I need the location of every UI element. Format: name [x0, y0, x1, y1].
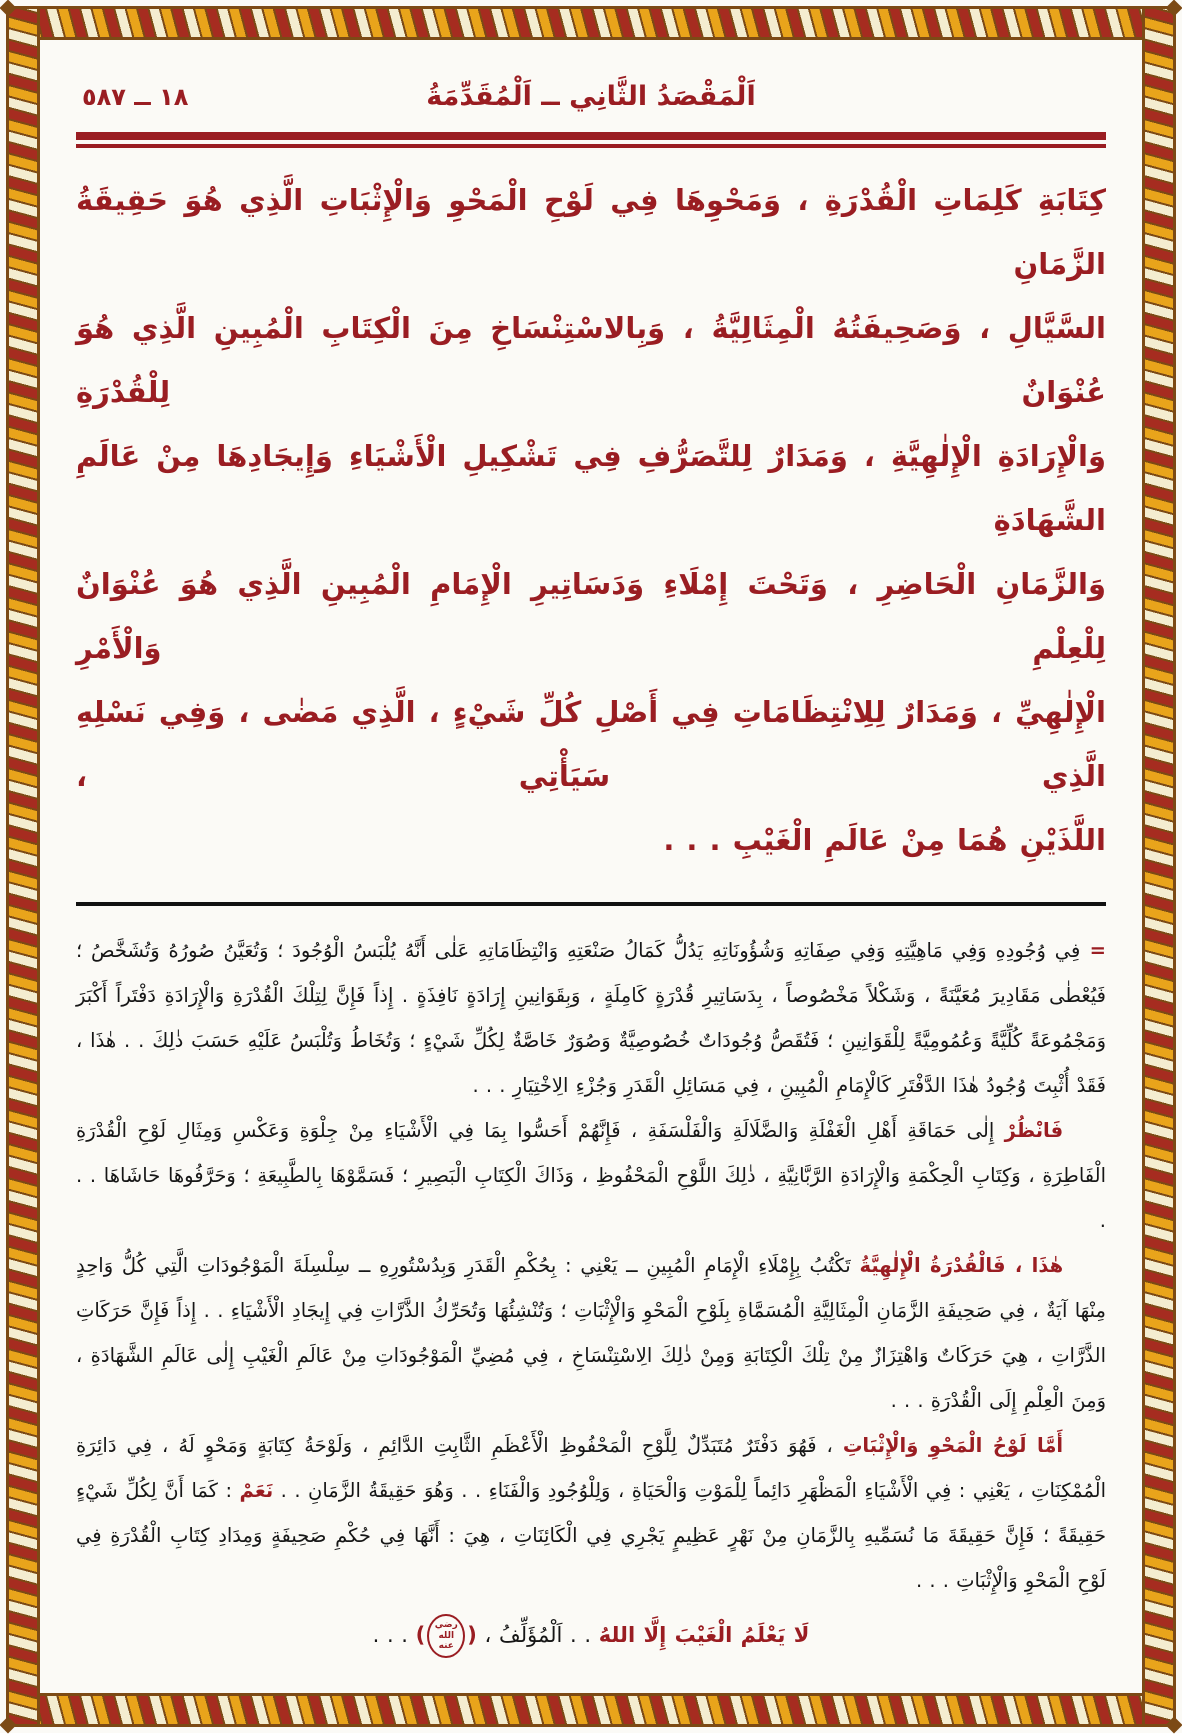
footnote-lead: فَانْظُرْ	[1004, 1119, 1064, 1142]
main-text-line: وَالزَّمَانِ الْحَاضِرِ ، وَتَحْتَ إِمْلَاءِ وَدَسَاتِيرِ الْإِمَامِ الْمُبِينِ الَّذِي هُوَ عُنْوَانٌ لِلْعِلْمِ وَالْأَمْرِ	[76, 567, 1106, 665]
author-seal-icon: رضي الله عنه	[427, 1614, 465, 1658]
page-content	[44, 44, 1138, 1689]
footnote-paragraph	[76, 1108, 1106, 1243]
seal-close-paren: )	[415, 1623, 426, 1647]
main-text-line: الْإِلٰهِيِّ ، وَمَدَارٌ لِلِانْتِظَامَاتِ فِي أَصْلِ كُلِّ شَيْءٍ ، الَّذِي مَضٰى ، وَفِي نَسْلِهِ الَّذِي سَيَأْتِي ،	[76, 695, 1106, 793]
main-text-line: اللَّذَيْنِ هُمَا مِنْ عَالَمِ الْغَيْبِ . . .	[663, 823, 1106, 857]
footnote-text: : كَمَا أَنَّ لِكُلِّ شَيْءٍ حَقِيقَةً ؛ فَإِنَّ حَقِيقَةَ مَا نُسَمِّيهِ بِالزَّمَانِ مِنْ نَهْرٍ عَظِيمٍ يَجْرِي فِي الْكَائِنَاتِ ، هِيَ : أَنَّهَا فِي حُكْمِ صَحِيفَةٍ وَمِدَادِ كِتَابِ الْقُدْرَةِ فِي لَوْحِ الْمَحْوِ وَالْإِثْبَاتِ . . .	[76, 1479, 1106, 1592]
main-text-line: السَّيَّالِ ، وَصَحِيفَتُهُ الْمِثَالِيَّةُ ، وَبِالاسْتِنْسَاخِ مِنَ الْكِتَابِ الْمُبِينِ الَّذِي هُوَ عُنْوَانٌ لِلْقُدْرَةِ	[76, 311, 1106, 409]
footnote-text: ، فَهُوَ دَفْتَرٌ مُتَبَدِّلٌ لِلَّوْحِ الْمَحْفُوظِ الْأَعْظَمِ الثَّابِتِ الدَّائِمِ ، وَلَوْحَةُ كِتَابَةٍ وَمَحْوٍ لَهُ ، فِي دَائِرَةِ الْمُمْكِنَاتِ ، يَعْنِي : فِي الْأَشْيَاءِ الْمَظْهَرِ دَائِماً لِلْمَوْتِ وَالْحَيَاةِ ، وَلِلْوُجُودِ وَالْفَنَاءِ . . وَهُوَ حَقِيقَةُ الزَّمَانِ . .	[76, 1434, 1106, 1502]
footnote-text: إِلٰى حَمَاقَةِ أَهْلِ الْغَفْلَةِ وَالضَّلَالَةِ وَالْفَلْسَفَةِ ، فَإِنَّهُمْ أَحَسُّوا بِمَا فِي الْأَشْيَاءِ مِنْ جِلْوَةِ وَعَكْسِ وَمِثَالِ لَوْحِ الْقُدْرَةِ الْفَاطِرَةِ ، وَكِتَابِ الْحِكْمَةِ وَالْإِرَادَةِ الرَّبَّانِيَّةِ ، ذٰلِكَ اللَّوْحِ الْمَحْفُوظِ ، وَذَاكَ الْكِتَابِ الْبَصِيرِ ؛ فَسَمَّوْهَا بِالطَّبِيعَةِ ؛ وَحَرَّفُوهَا حَاشَاهَا . . .	[76, 1119, 1106, 1232]
border-ornament-bottom	[6, 1693, 1176, 1727]
header-rule	[76, 132, 1106, 148]
footnote-separator	[76, 902, 1106, 906]
footnote-text: فِي وُجُودِهِ وَفِي مَاهِيَّتِهِ وَفِي صِفَاتِهِ وَشُؤُونَاتِهِ يَدُلُّ كَمَالُ صَنْعَتِهِ وَانْتِظَامَاتِهِ عَلٰى أَنَّهُ يُلْبَسُ الْوُجُودَ ؛ وَتُعَيَّنُ صُورُهُ وَتُشَخَّصُ ؛ فَيُعْطٰى مَقَادِيرَ مُعَيَّنَةً ، وَشَكْلاً مَخْصُوصاً ، بِدَسَاتِيرِ قُدْرَةٍ كَامِلَةٍ ، وَبِقَوَانِينِ إِرَادَةٍ نَافِذَةٍ . إِذاً فَإِنَّ لِتِلْكَ الْقُدْرَةِ وَالْإِرَادَةِ دَفْتَراً أَكْبَرَ وَمَجْمُوعَةً كُلِّيَّةً وَعُمُومِيَّةً لِلْقَوَانِينِ ؛ فَتُقَصُّ وُجُودَاتٌ خُصُوصِيَّةٌ وَصُوَرٌ خَاصَّةٌ لِكُلِّ شَيْءٍ ؛ وَتُخَاطُ وَتُلْبَسُ عَلَيْهِ حَسَبَ ذٰلِكَ . . هٰذَا ، فَقَدْ أُثْبِتَ وُجُودُ هٰذَا الدَّفْتَرِ كَالْإِمَامِ الْمُبِينِ ، فِي مَسَائِلِ الْقَدَرِ وَجُزْءِ الِاخْتِيَارِ . . .	[76, 939, 1106, 1097]
footnote-closing	[76, 1609, 1106, 1661]
footnote-section	[76, 928, 1106, 1661]
footnote-text: تَكْتُبُ بِإِمْلَاءِ الْإِمَامِ الْمُبِينِ ــ يَعْنِي : بِحُكْمِ الْقَدَرِ وَبِدُسْتُورِهِ ــ سِلْسِلَةَ الْمَوْجُودَاتِ الَّتِي كُلُّ وَاحِدٍ مِنْهَا آيَةٌ ، فِي صَحِيفَةِ الزَّمَانِ الْمِثَالِيَّةِ الْمُسَمَّاةِ بِلَوْحِ الْمَحْوِ وَالْإِثْبَاتِ ؛ وَتُنْشِئُهَا وَتُحَرِّكُ الذَّرَّاتِ فِي إِيجَادِ الْأَشْيَاءِ . . إِذاً فَإِنَّ حَرَكَاتِ الذَّرَّاتِ ، هِيَ حَرَكَاتٌ وَاهْتِزَازٌ مِنْ تِلْكَ الْكِتَابَةِ وَمِنْ ذٰلِكَ الِاسْتِنْسَاخِ ، فِي مُضِيِّ الْمَوْجُودَاتِ مِنْ عَالَمِ الْغَيْبِ إِلٰى عَالَمِ الشَّهَادَةِ ، وَمِنَ الْعِلْمِ إِلَى الْقُدْرَةِ . . .	[76, 1254, 1106, 1412]
main-text-line: وَالْإِرَادَةِ الْإِلٰهِيَّةِ ، وَمَدَارٌ لِلتَّصَرُّفِ فِي تَشْكِيلِ الْأَشْيَاءِ وَإِيجَادِهَا مِنْ عَالَمِ الشَّهَادَةِ	[76, 439, 1106, 537]
border-ornament-left	[6, 6, 40, 1727]
main-text-line: كِتَابَةِ كَلِمَاتِ الْقُدْرَةِ ، وَمَحْوِهَا فِي لَوْحِ الْمَحْوِ وَالْإِثْبَاتِ الَّذِي هُوَ حَقِيقَةُ الزَّمَانِ	[76, 183, 1106, 281]
footnote-paragraph	[76, 1243, 1106, 1423]
footnote-continuation-marker: =	[1080, 939, 1106, 962]
header-rule-thin	[76, 144, 1106, 148]
closing-author-label: . . اَلْمُؤَلِّفُ ،	[476, 1623, 599, 1647]
border-ornament-top	[6, 6, 1176, 40]
closing-invocation: لَا يَعْلَمُ الْغَيْبَ إِلَّا اللهُ	[598, 1623, 810, 1647]
footnote-lead: أَمَّا لَوْحُ الْمَحْوِ وَالْإِثْبَاتِ	[842, 1434, 1064, 1457]
page-header	[76, 68, 1106, 126]
footnote-lead: هٰذَا ، فَالْقُدْرَةُ الْإِلٰهِيَّةُ	[859, 1254, 1064, 1277]
closing-ellipsis: . . .	[372, 1623, 416, 1647]
header-rule-thick	[76, 132, 1106, 140]
footnote-emphasis: نَعَمْ	[239, 1479, 274, 1502]
seal-open-paren: (	[467, 1623, 477, 1647]
footnote-paragraph	[76, 928, 1106, 1108]
footnote-paragraph	[76, 1423, 1106, 1603]
main-text	[76, 168, 1106, 872]
border-ornament-right	[1142, 6, 1176, 1727]
page-title: اَلْمَقْصَدُ الثَّانِي ــ اَلْمُقَدِّمَةُ	[426, 81, 756, 112]
page-number: ١٨ ــ ٥٨٧	[82, 83, 189, 111]
